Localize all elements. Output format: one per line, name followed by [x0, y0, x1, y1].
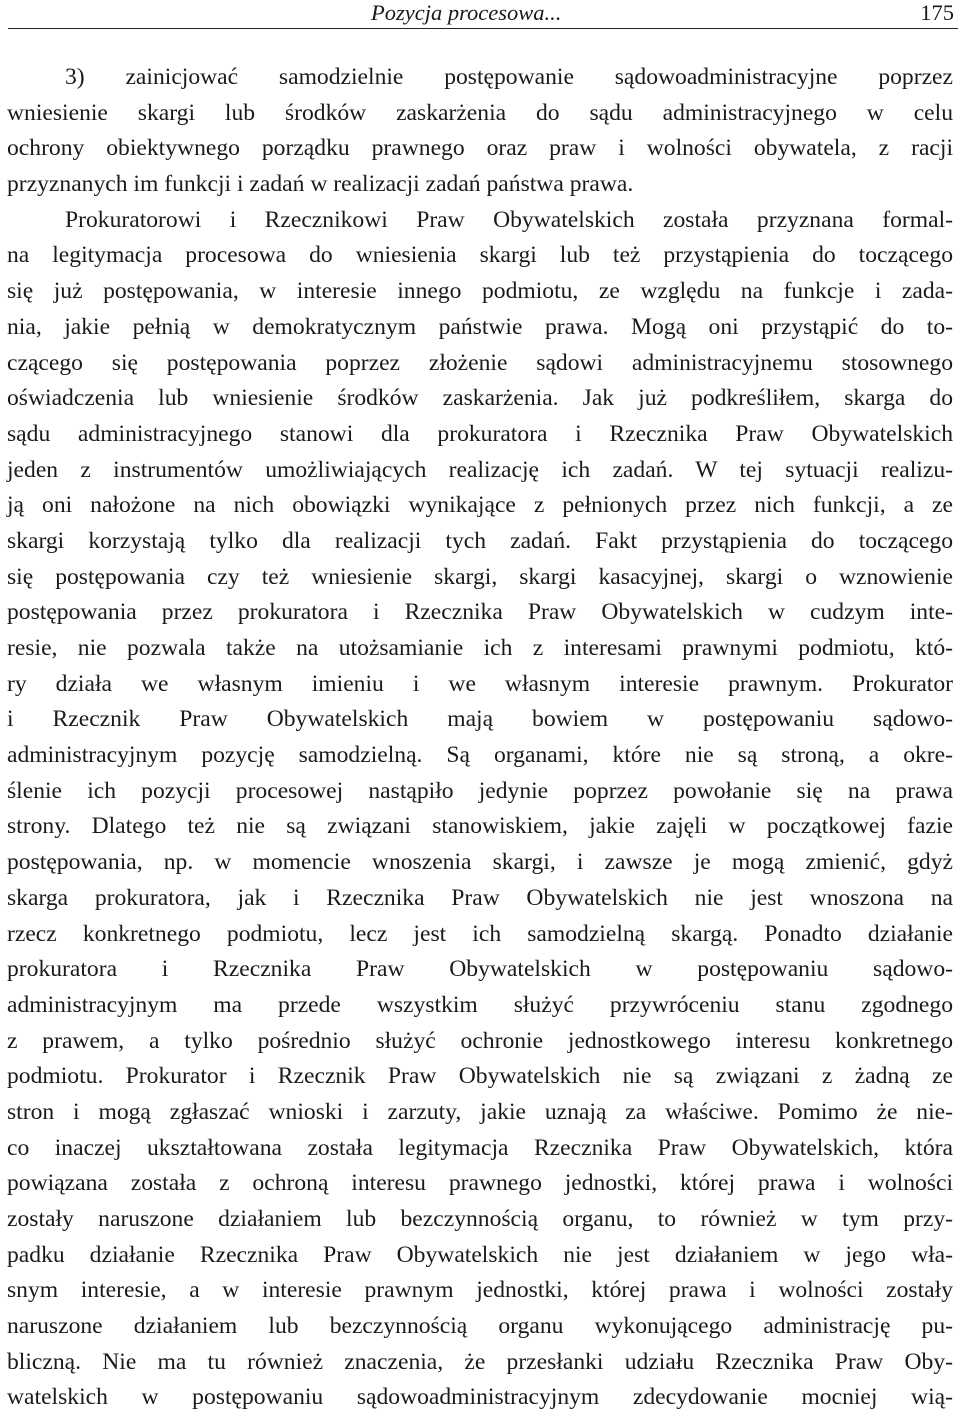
text-line: się już postępowania, w interesie innego podmiotu, ze względu na funkcje i zada- [7, 278, 953, 305]
text-line: i Rzecznik Praw Obywatelskich mają bowiem w postępowaniu sądowo- [7, 706, 953, 733]
text-line: co inaczej ukształtowana została legitymacja Rzecznika Praw Obywatelskich, która [7, 1134, 953, 1161]
text-line: sądu administracyjnego stanowi dla prokuratora i Rzecznika Praw Obywatelskich [7, 420, 953, 447]
text-line: naruszone działaniem lub bezczynnością organu wykonującego administrację pu- [7, 1313, 953, 1340]
text-line: administracyjnym ma przede wszystkim służyć przywróceniu stanu zgodnego [7, 991, 953, 1018]
text-line: z prawem, a tylko pośrednio służyć ochronie jednostkowego interesu konkretnego [7, 1027, 953, 1054]
header-rule [8, 28, 958, 29]
text-line: przyznanych im funkcji i zadań w realizacji zadań państwa prawa. [7, 171, 634, 198]
text-line: wniesienie skargi lub środków zaskarżenia do sądu administracyjnego w celu [7, 99, 953, 126]
text-line: ją oni nałożone na nich obowiązki wynikające z pełnionych przez nich funkcji, a ze [7, 492, 953, 519]
text-line: oświadczenia lub wniesienie środków zaskarżenia. Jak już podkreśliłem, skarga do [7, 385, 953, 412]
text-line: ślenie ich pozycji procesowej nastąpiło jedynie poprzez powołanie się na prawa [7, 777, 953, 804]
page-number: 175 [920, 0, 954, 25]
text-line: postępowania, np. w momencie wnoszenia skargi, i zawsze je mogą zmienić, gdyż [7, 849, 953, 876]
body-text [7, 60, 953, 1416]
text-line: skargi korzystają tylko dla realizacji tych zadań. Fakt przystąpienia do toczącego [7, 527, 953, 554]
text-line: administracyjnym pozycję samodzielną. Są organami, które nie są stroną, a okre- [7, 742, 953, 769]
text-line: strony. Dlatego też nie są związani stanowiskiem, jakie zajęli w początkowej fazie [7, 813, 953, 840]
text-line: się postępowania czy też wniesienie skargi, skargi kasacyjnej, skargi o wznowienie [7, 563, 953, 590]
text-line: watelskich w postępowaniu sądowoadministracyjnym zdecydowanie mocniej wią- [7, 1384, 953, 1411]
text-line: czącego się postępowania poprzez złożenie sądowi administracyjnemu stosownego [7, 349, 953, 376]
text-line: Prokuratorowi i Rzecznikowi Praw Obywatelskich została przyznana formal- [65, 206, 953, 233]
text-line: ry działa we własnym imieniu i we własnym interesie prawnym. Prokurator [7, 670, 953, 697]
text-line: bliczną. Nie ma tu również znaczenia, że przesłanki udziału Rzecznika Praw Oby- [7, 1348, 953, 1375]
running-header-title: Pozycja procesowa... [371, 0, 562, 25]
text-line: na legitymacja procesowa do wniesienia skargi lub też przystąpienia do toczącego [7, 242, 953, 269]
text-line: resie, nie pozwala także na utożsamianie ich z interesami prawnymi podmiotu, któ- [7, 635, 953, 661]
text-line: prokuratora i Rzecznika Praw Obywatelskich w postępowaniu sądowo- [7, 956, 953, 983]
text-line: skarga prokuratora, jak i Rzecznika Praw Obywatelskich nie jest wnoszona na [7, 884, 953, 911]
text-line: padku działanie Rzecznika Praw Obywatelskich nie jest działaniem w jego wła- [7, 1241, 953, 1268]
text-line: postępowania przez prokuratora i Rzecznika Praw Obywatelskich w cudzym inte- [7, 599, 953, 626]
text-line: snym interesie, a w interesie prawnym jednostki, której prawa i wolności zostały [7, 1277, 953, 1304]
text-line: 3) zainicjować samodzielnie postępowanie sądowoadministracyjne poprzez [65, 64, 953, 90]
text-line: jeden z instrumentów umożliwiających realizację ich zadań. W tej sytuacji realizu- [7, 456, 953, 483]
running-header [0, 0, 960, 28]
text-line: stron i mogą zgłaszać wnioski i zarzuty, jakie uznają za właściwe. Pomimo że nie- [7, 1098, 953, 1125]
text-line: rzecz konkretnego podmiotu, lecz jest ich samodzielną skargą. Ponadto działanie [7, 920, 953, 947]
text-line: zostały naruszone działaniem lub bezczynnością organu, to również w tym przy- [7, 1206, 953, 1232]
text-line: powiązana została z ochroną interesu prawnego jednostki, której prawa i wolności [7, 1170, 953, 1197]
text-line: podmiotu. Prokurator i Rzecznik Praw Obywatelskich nie są związani z żadną ze [7, 1063, 953, 1090]
text-line: ochrony obiektywnego porządku prawnego oraz praw i wolności obywatela, z racji [7, 135, 953, 162]
text-line: nia, jakie pełnią w demokratycznym państwie prawa. Mogą oni przystąpić do to- [7, 313, 953, 340]
